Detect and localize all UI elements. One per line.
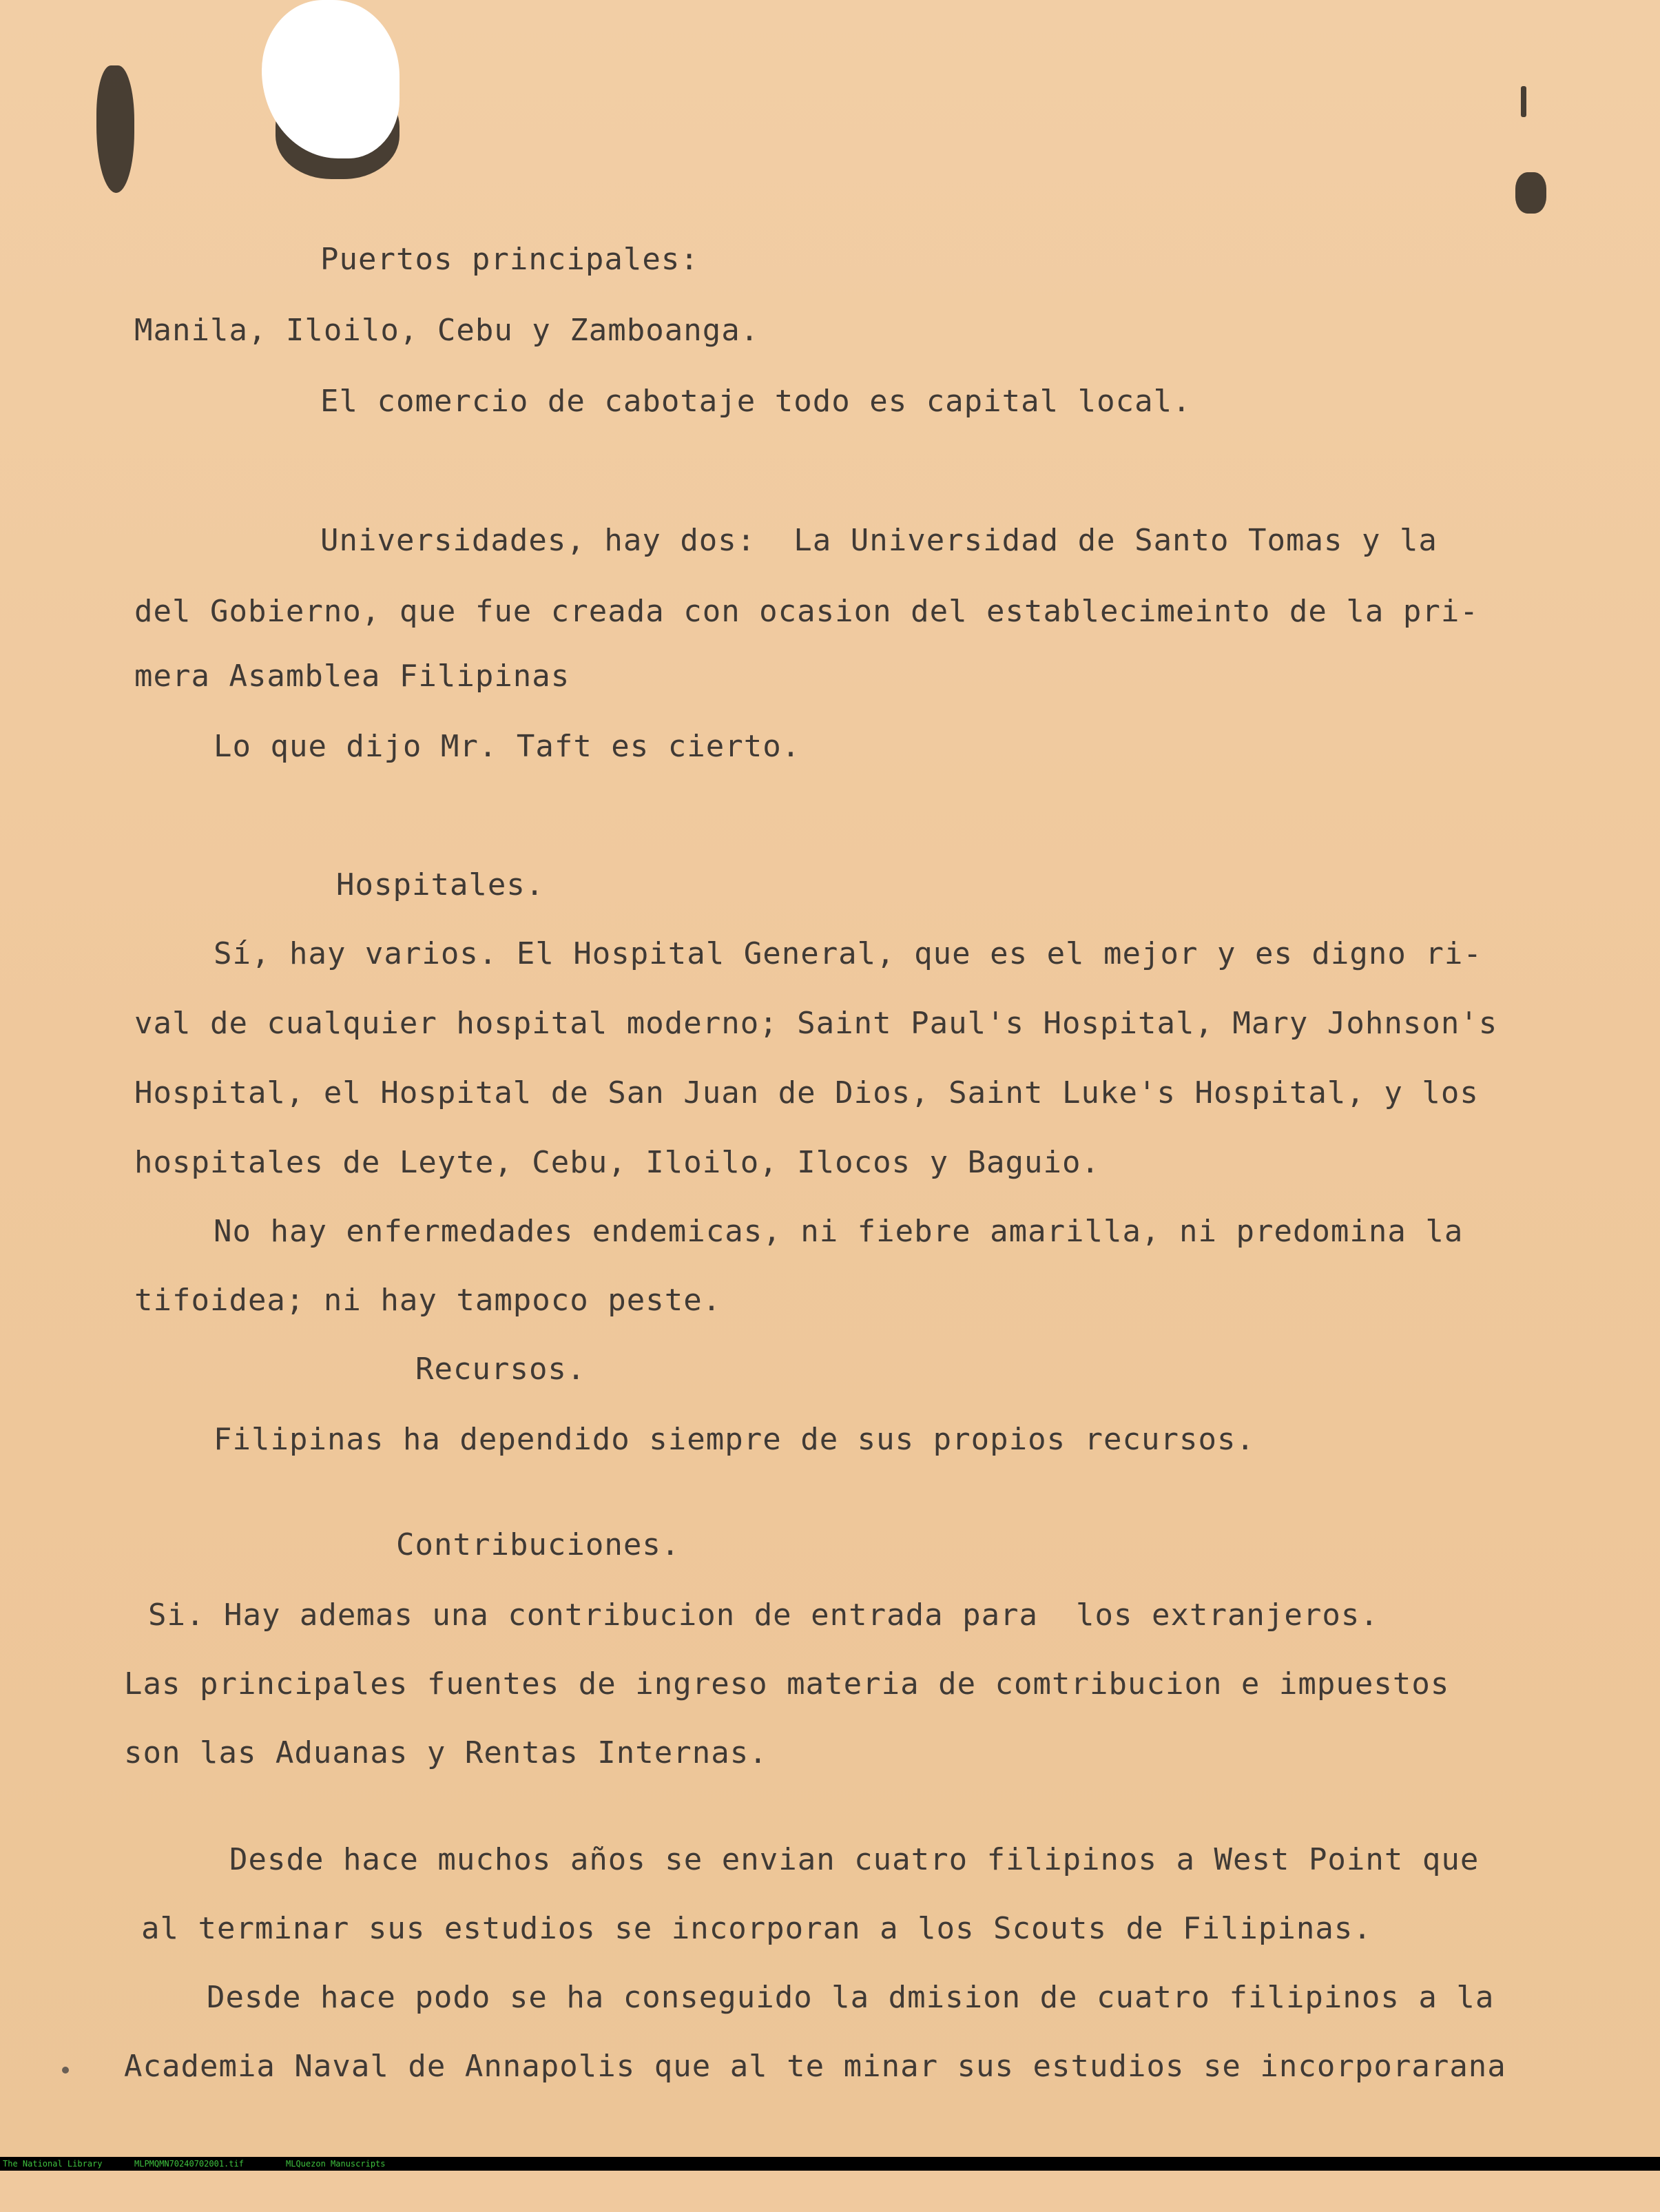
- section-heading-contribuciones: Contribuciones.: [396, 1527, 681, 1562]
- ink-mark-right: [1521, 86, 1526, 117]
- text-line-16: Filipinas ha dependido siempre de sus propios recursos.: [214, 1422, 1255, 1457]
- text-line-7: Lo que dijo Mr. Taft es cierto.: [214, 729, 801, 764]
- section-heading-recursos: Recursos.: [415, 1352, 586, 1387]
- text-line-2: Manila, Iloilo, Cebu y Zamboanga.: [134, 313, 760, 348]
- text-line-19: Las principales fuentes de ingreso materia de comtribucion e impuestos: [124, 1666, 1450, 1702]
- footer-filename: MLPMQMN70240702001.tif: [134, 2159, 244, 2169]
- footer-library-label: The National Library: [3, 2159, 103, 2169]
- section-heading-hospitales: Hospitales.: [336, 867, 545, 902]
- text-line-21: Desde hace muchos años se envian cuatro filipinos a West Point que: [229, 1842, 1480, 1877]
- text-line-13: No hay enfermedades endemicas, ni fiebre amarilla, ni predomina la: [214, 1214, 1464, 1249]
- scan-footer-bar: [0, 2157, 1660, 2171]
- text-line-3: El comercio de cabotaje todo es capital local.: [320, 384, 1192, 419]
- ink-blot-right: [1515, 172, 1546, 214]
- text-line-9: Sí, hay varios. El Hospital General, que es el mejor y es digno ri-: [214, 936, 1482, 971]
- text-line-24: Academia Naval de Annapolis que al te minar sus estudios se incorporarana: [124, 2049, 1506, 2084]
- text-line-18: Si. Hay ademas una contribucion de entrada para los extranjeros.: [148, 1598, 1379, 1633]
- margin-mark: [62, 2067, 69, 2074]
- text-line-10: val de cualquier hospital moderno; Saint Paul's Hospital, Mary Johnson's: [134, 1006, 1498, 1041]
- text-line-20: son las Aduanas y Rentas Internas.: [124, 1735, 768, 1770]
- text-line-4: Universidades, hay dos: La Universidad de Santo Tomas y la: [320, 523, 1438, 558]
- text-line-14: tifoidea; ni hay tampoco peste.: [134, 1283, 722, 1318]
- text-line-12: hospitales de Leyte, Cebu, Iloilo, Ilocos y Baguio.: [134, 1145, 1101, 1180]
- text-line-11: Hospital, el Hospital de San Juan de Dios, Saint Luke's Hospital, y los: [134, 1075, 1479, 1110]
- text-line-23: Desde hace podo se ha conseguido la dmision de cuatro filipinos a la: [207, 1980, 1495, 2015]
- ink-blot-left: [96, 65, 134, 193]
- text-line-5: del Gobierno, que fue creada con ocasion del establecimeinto de la pri-: [134, 594, 1479, 629]
- text-line-22: al terminar sus estudios se incorporan a los Scouts de Filipinas.: [141, 1911, 1372, 1946]
- text-line-1: Puertos principales:: [320, 242, 699, 277]
- text-line-6: mera Asamblea Filipinas: [134, 659, 570, 694]
- footer-collection-label: MLQuezon Manuscripts: [286, 2159, 386, 2169]
